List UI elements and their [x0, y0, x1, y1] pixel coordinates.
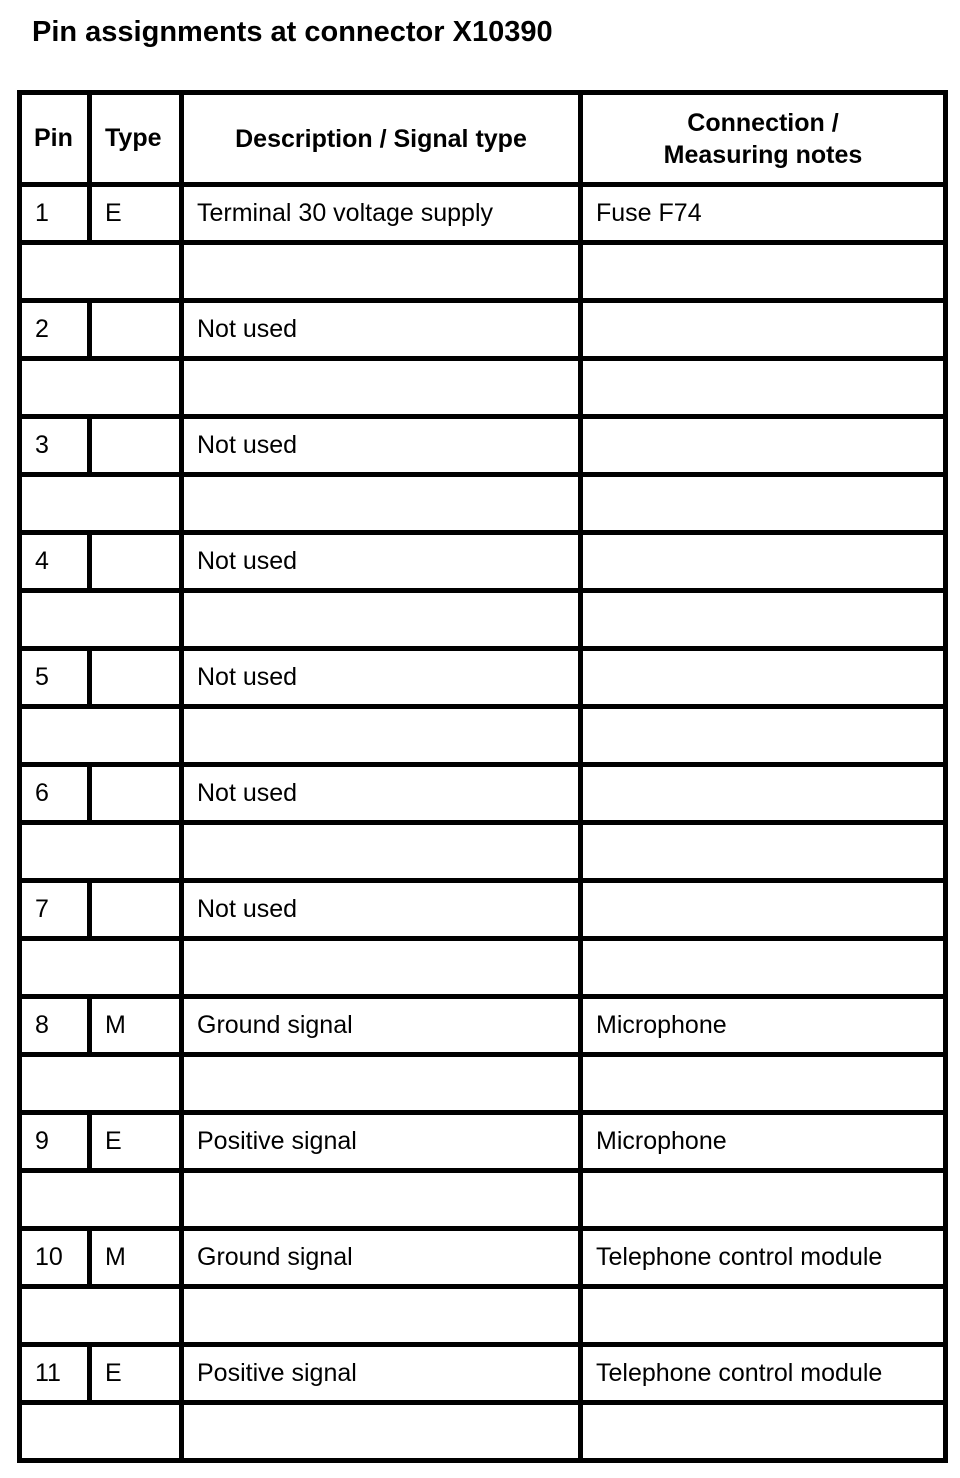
table-row	[20, 765, 946, 823]
pin-cell: 9	[20, 1113, 90, 1171]
pin-cell: 7	[20, 881, 90, 939]
description-cell: Not used	[182, 881, 581, 939]
spacer-cell	[182, 1171, 581, 1229]
connection-cell	[581, 533, 946, 591]
connection-cell	[581, 881, 946, 939]
type-cell	[90, 881, 182, 939]
spacer-cell	[182, 1287, 581, 1345]
table-spacer-row	[20, 243, 946, 301]
type-cell	[90, 301, 182, 359]
table-row	[20, 1345, 946, 1403]
connection-cell: Microphone	[581, 997, 946, 1055]
description-cell: Not used	[182, 301, 581, 359]
table-row	[20, 881, 946, 939]
spacer-cell	[182, 823, 581, 881]
header-type: Type	[90, 93, 182, 185]
spacer-cell	[182, 1055, 581, 1113]
connection-cell	[581, 301, 946, 359]
spacer-cell	[20, 1403, 182, 1461]
description-cell: Ground signal	[182, 1229, 581, 1287]
spacer-cell	[182, 1403, 581, 1461]
type-cell: E	[90, 1113, 182, 1171]
type-cell	[90, 533, 182, 591]
spacer-cell	[581, 1287, 946, 1345]
spacer-cell	[581, 707, 946, 765]
table-row	[20, 997, 946, 1055]
connection-cell: Telephone control module	[581, 1229, 946, 1287]
table-spacer-row	[20, 1287, 946, 1345]
connection-cell	[581, 649, 946, 707]
header-connection-line1: Connection /	[687, 108, 839, 137]
description-cell: Terminal 30 voltage supply	[182, 185, 581, 243]
table-header-row	[20, 93, 946, 185]
spacer-cell	[581, 591, 946, 649]
type-cell	[90, 765, 182, 823]
description-cell: Not used	[182, 417, 581, 475]
header-pin: Pin	[20, 93, 90, 185]
spacer-cell	[20, 243, 182, 301]
table-row	[20, 649, 946, 707]
header-description: Description / Signal type	[182, 93, 581, 185]
table-spacer-row	[20, 1403, 946, 1461]
spacer-cell	[20, 1287, 182, 1345]
spacer-cell	[20, 823, 182, 881]
spacer-cell	[581, 243, 946, 301]
table-spacer-row	[20, 1171, 946, 1229]
table-spacer-row	[20, 475, 946, 533]
spacer-cell	[20, 707, 182, 765]
connection-cell: Telephone control module	[581, 1345, 946, 1403]
spacer-cell	[182, 359, 581, 417]
table-spacer-row	[20, 359, 946, 417]
type-cell	[90, 649, 182, 707]
spacer-cell	[20, 939, 182, 997]
type-cell: M	[90, 1229, 182, 1287]
pin-assignment-table	[17, 90, 948, 1463]
table-row	[20, 1113, 946, 1171]
page-title: Pin assignments at connector X10390	[32, 16, 553, 48]
spacer-cell	[581, 823, 946, 881]
spacer-cell	[581, 939, 946, 997]
table-spacer-row	[20, 707, 946, 765]
type-cell: E	[90, 185, 182, 243]
table-spacer-row	[20, 823, 946, 881]
table-body	[20, 185, 946, 1461]
spacer-cell	[182, 707, 581, 765]
spacer-cell	[581, 475, 946, 533]
description-cell: Not used	[182, 649, 581, 707]
pin-cell: 8	[20, 997, 90, 1055]
spacer-cell	[581, 359, 946, 417]
spacer-cell	[20, 591, 182, 649]
pin-cell: 11	[20, 1345, 90, 1403]
table-row	[20, 185, 946, 243]
table-spacer-row	[20, 939, 946, 997]
pin-cell: 1	[20, 185, 90, 243]
connection-cell: Fuse F74	[581, 185, 946, 243]
header-connection-line2: Measuring notes	[663, 140, 863, 169]
pin-cell: 10	[20, 1229, 90, 1287]
spacer-cell	[182, 591, 581, 649]
description-cell: Not used	[182, 765, 581, 823]
connection-cell	[581, 417, 946, 475]
spacer-cell	[20, 359, 182, 417]
spacer-cell	[182, 243, 581, 301]
pin-cell: 6	[20, 765, 90, 823]
table-row	[20, 533, 946, 591]
table-spacer-row	[20, 1055, 946, 1113]
spacer-cell	[20, 475, 182, 533]
connection-cell: Microphone	[581, 1113, 946, 1171]
spacer-cell	[581, 1403, 946, 1461]
type-cell	[90, 417, 182, 475]
pin-cell: 5	[20, 649, 90, 707]
type-cell: M	[90, 997, 182, 1055]
description-cell: Not used	[182, 533, 581, 591]
pin-cell: 3	[20, 417, 90, 475]
table-row	[20, 1229, 946, 1287]
pin-cell: 4	[20, 533, 90, 591]
description-cell: Positive signal	[182, 1345, 581, 1403]
connection-cell	[581, 765, 946, 823]
header-connection	[581, 93, 946, 185]
table-spacer-row	[20, 591, 946, 649]
description-cell: Ground signal	[182, 997, 581, 1055]
spacer-cell	[182, 939, 581, 997]
type-cell: E	[90, 1345, 182, 1403]
spacer-cell	[20, 1055, 182, 1113]
description-cell: Positive signal	[182, 1113, 581, 1171]
table-row	[20, 417, 946, 475]
spacer-cell	[182, 475, 581, 533]
spacer-cell	[581, 1055, 946, 1113]
spacer-cell	[20, 1171, 182, 1229]
spacer-cell	[581, 1171, 946, 1229]
table-row	[20, 301, 946, 359]
pin-cell: 2	[20, 301, 90, 359]
